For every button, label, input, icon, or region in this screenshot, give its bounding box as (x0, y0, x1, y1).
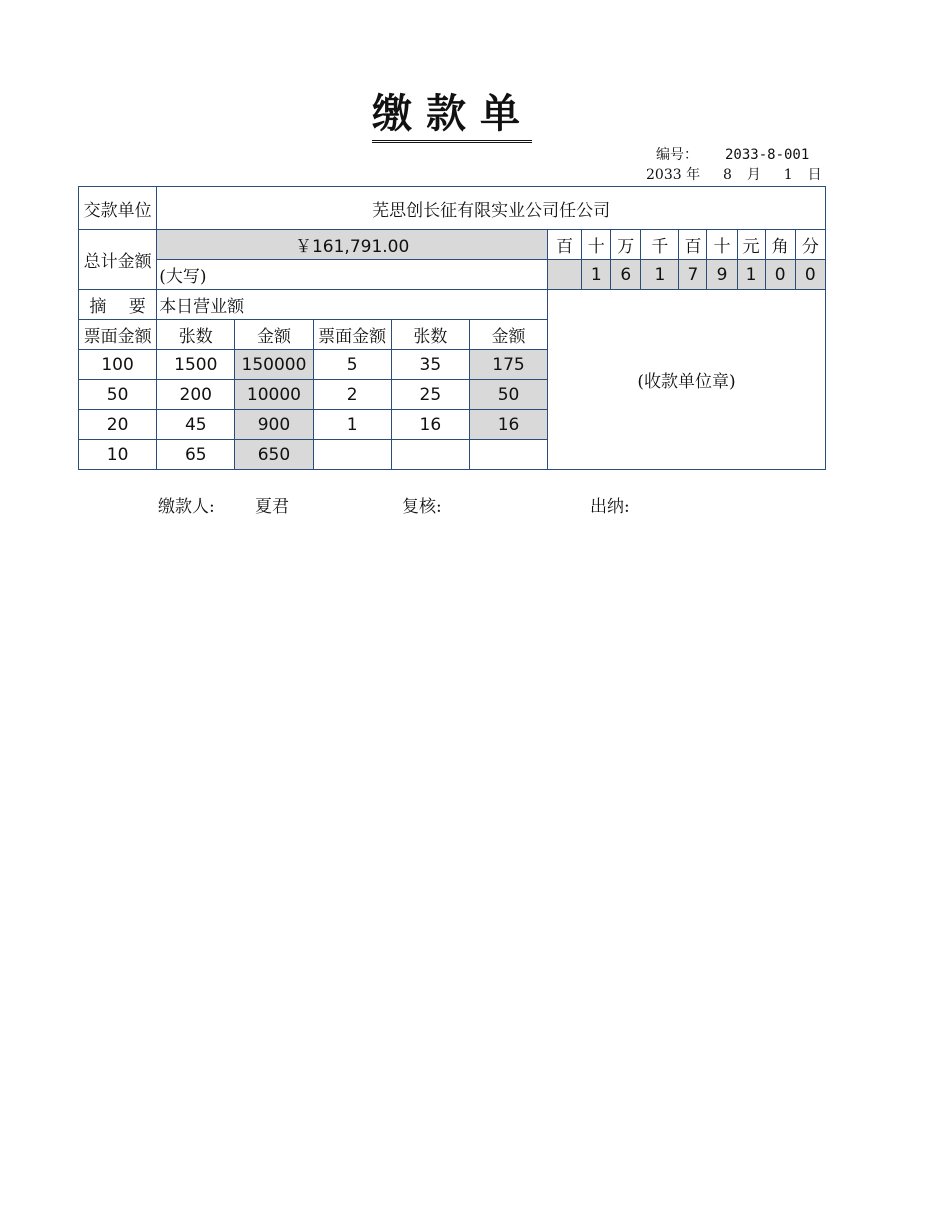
table-cell: 1500 (157, 350, 235, 380)
amount-in-words: (大写) (157, 260, 548, 290)
date-year: 2033 (646, 167, 682, 183)
table-cell: 650 (235, 440, 313, 470)
table-cell: 5 (313, 350, 391, 380)
payment-form-table (78, 186, 826, 470)
column-header-amount-2: 金额 (469, 320, 547, 350)
summary-label: 摘 要 (79, 290, 157, 320)
digit-header-6: 元 (737, 230, 765, 260)
serial-number-value: 2033-8-001 (725, 147, 810, 163)
payer-signature-name: 夏君 (255, 497, 289, 517)
digit-cell-8: 0 (795, 260, 825, 290)
digit-cell-4: 7 (679, 260, 707, 290)
column-header-denomination-2: 票面金额 (313, 320, 391, 350)
digit-header-5: 十 (707, 230, 737, 260)
digit-cell-3: 1 (641, 260, 679, 290)
column-header-denomination-1: 票面金额 (79, 320, 157, 350)
digit-header-4: 百 (679, 230, 707, 260)
column-header-count-2: 张数 (391, 320, 469, 350)
digit-header-2: 万 (611, 230, 641, 260)
table-cell: 20 (79, 410, 157, 440)
digit-cell-5: 9 (707, 260, 737, 290)
column-header-count-1: 张数 (157, 320, 235, 350)
digit-header-0: 百 (548, 230, 582, 260)
digit-cell-1: 1 (582, 260, 611, 290)
date-month-unit: 月 (746, 167, 761, 183)
date-line (646, 166, 822, 184)
table-cell: 200 (157, 380, 235, 410)
digit-cell-6: 1 (737, 260, 765, 290)
date-day: 1 (783, 167, 793, 183)
table-cell: 50 (79, 380, 157, 410)
summary-value: 本日营业额 (157, 290, 548, 320)
table-cell: 50 (469, 380, 547, 410)
table-cell: 2 (313, 380, 391, 410)
reviewer-label: 复核: (402, 497, 442, 517)
table-cell: 1 (313, 410, 391, 440)
cashier-label: 出纳: (590, 497, 630, 517)
table-cell: 35 (391, 350, 469, 380)
table-cell: 100 (79, 350, 157, 380)
digit-header-8: 分 (795, 230, 825, 260)
total-amount: ￥161,791.00 (157, 230, 548, 260)
date-month: 8 (723, 167, 732, 183)
payer-label: 交款单位 (79, 187, 157, 230)
table-cell: 25 (391, 380, 469, 410)
document-title: 缴款单 (372, 88, 532, 143)
digit-header-3: 千 (641, 230, 679, 260)
table-cell: 16 (391, 410, 469, 440)
receiver-stamp-area: (收款单位章) (548, 290, 826, 470)
payer-signature-label: 缴款人: (158, 497, 215, 517)
table-cell: 150000 (235, 350, 313, 380)
digit-cell-7: 0 (765, 260, 795, 290)
table-cell: 16 (469, 410, 547, 440)
payer-name: 芜思创长征有限实业公司任公司 (157, 187, 826, 230)
table-cell (391, 440, 469, 470)
table-cell: 65 (157, 440, 235, 470)
date-year-unit: 年 (686, 167, 701, 183)
digit-header-7: 角 (765, 230, 795, 260)
total-label: 总计金额 (79, 230, 157, 290)
digit-header-1: 十 (582, 230, 611, 260)
digit-cell-0 (548, 260, 582, 290)
serial-number-label: 编号： (656, 147, 698, 163)
date-day-unit: 日 (807, 167, 822, 183)
digit-cell-2: 6 (611, 260, 641, 290)
table-cell: 45 (157, 410, 235, 440)
table-cell: 10000 (235, 380, 313, 410)
table-cell: 175 (469, 350, 547, 380)
table-cell: 10 (79, 440, 157, 470)
table-cell (469, 440, 547, 470)
column-header-amount-1: 金额 (235, 320, 313, 350)
table-cell (313, 440, 391, 470)
table-cell: 900 (235, 410, 313, 440)
